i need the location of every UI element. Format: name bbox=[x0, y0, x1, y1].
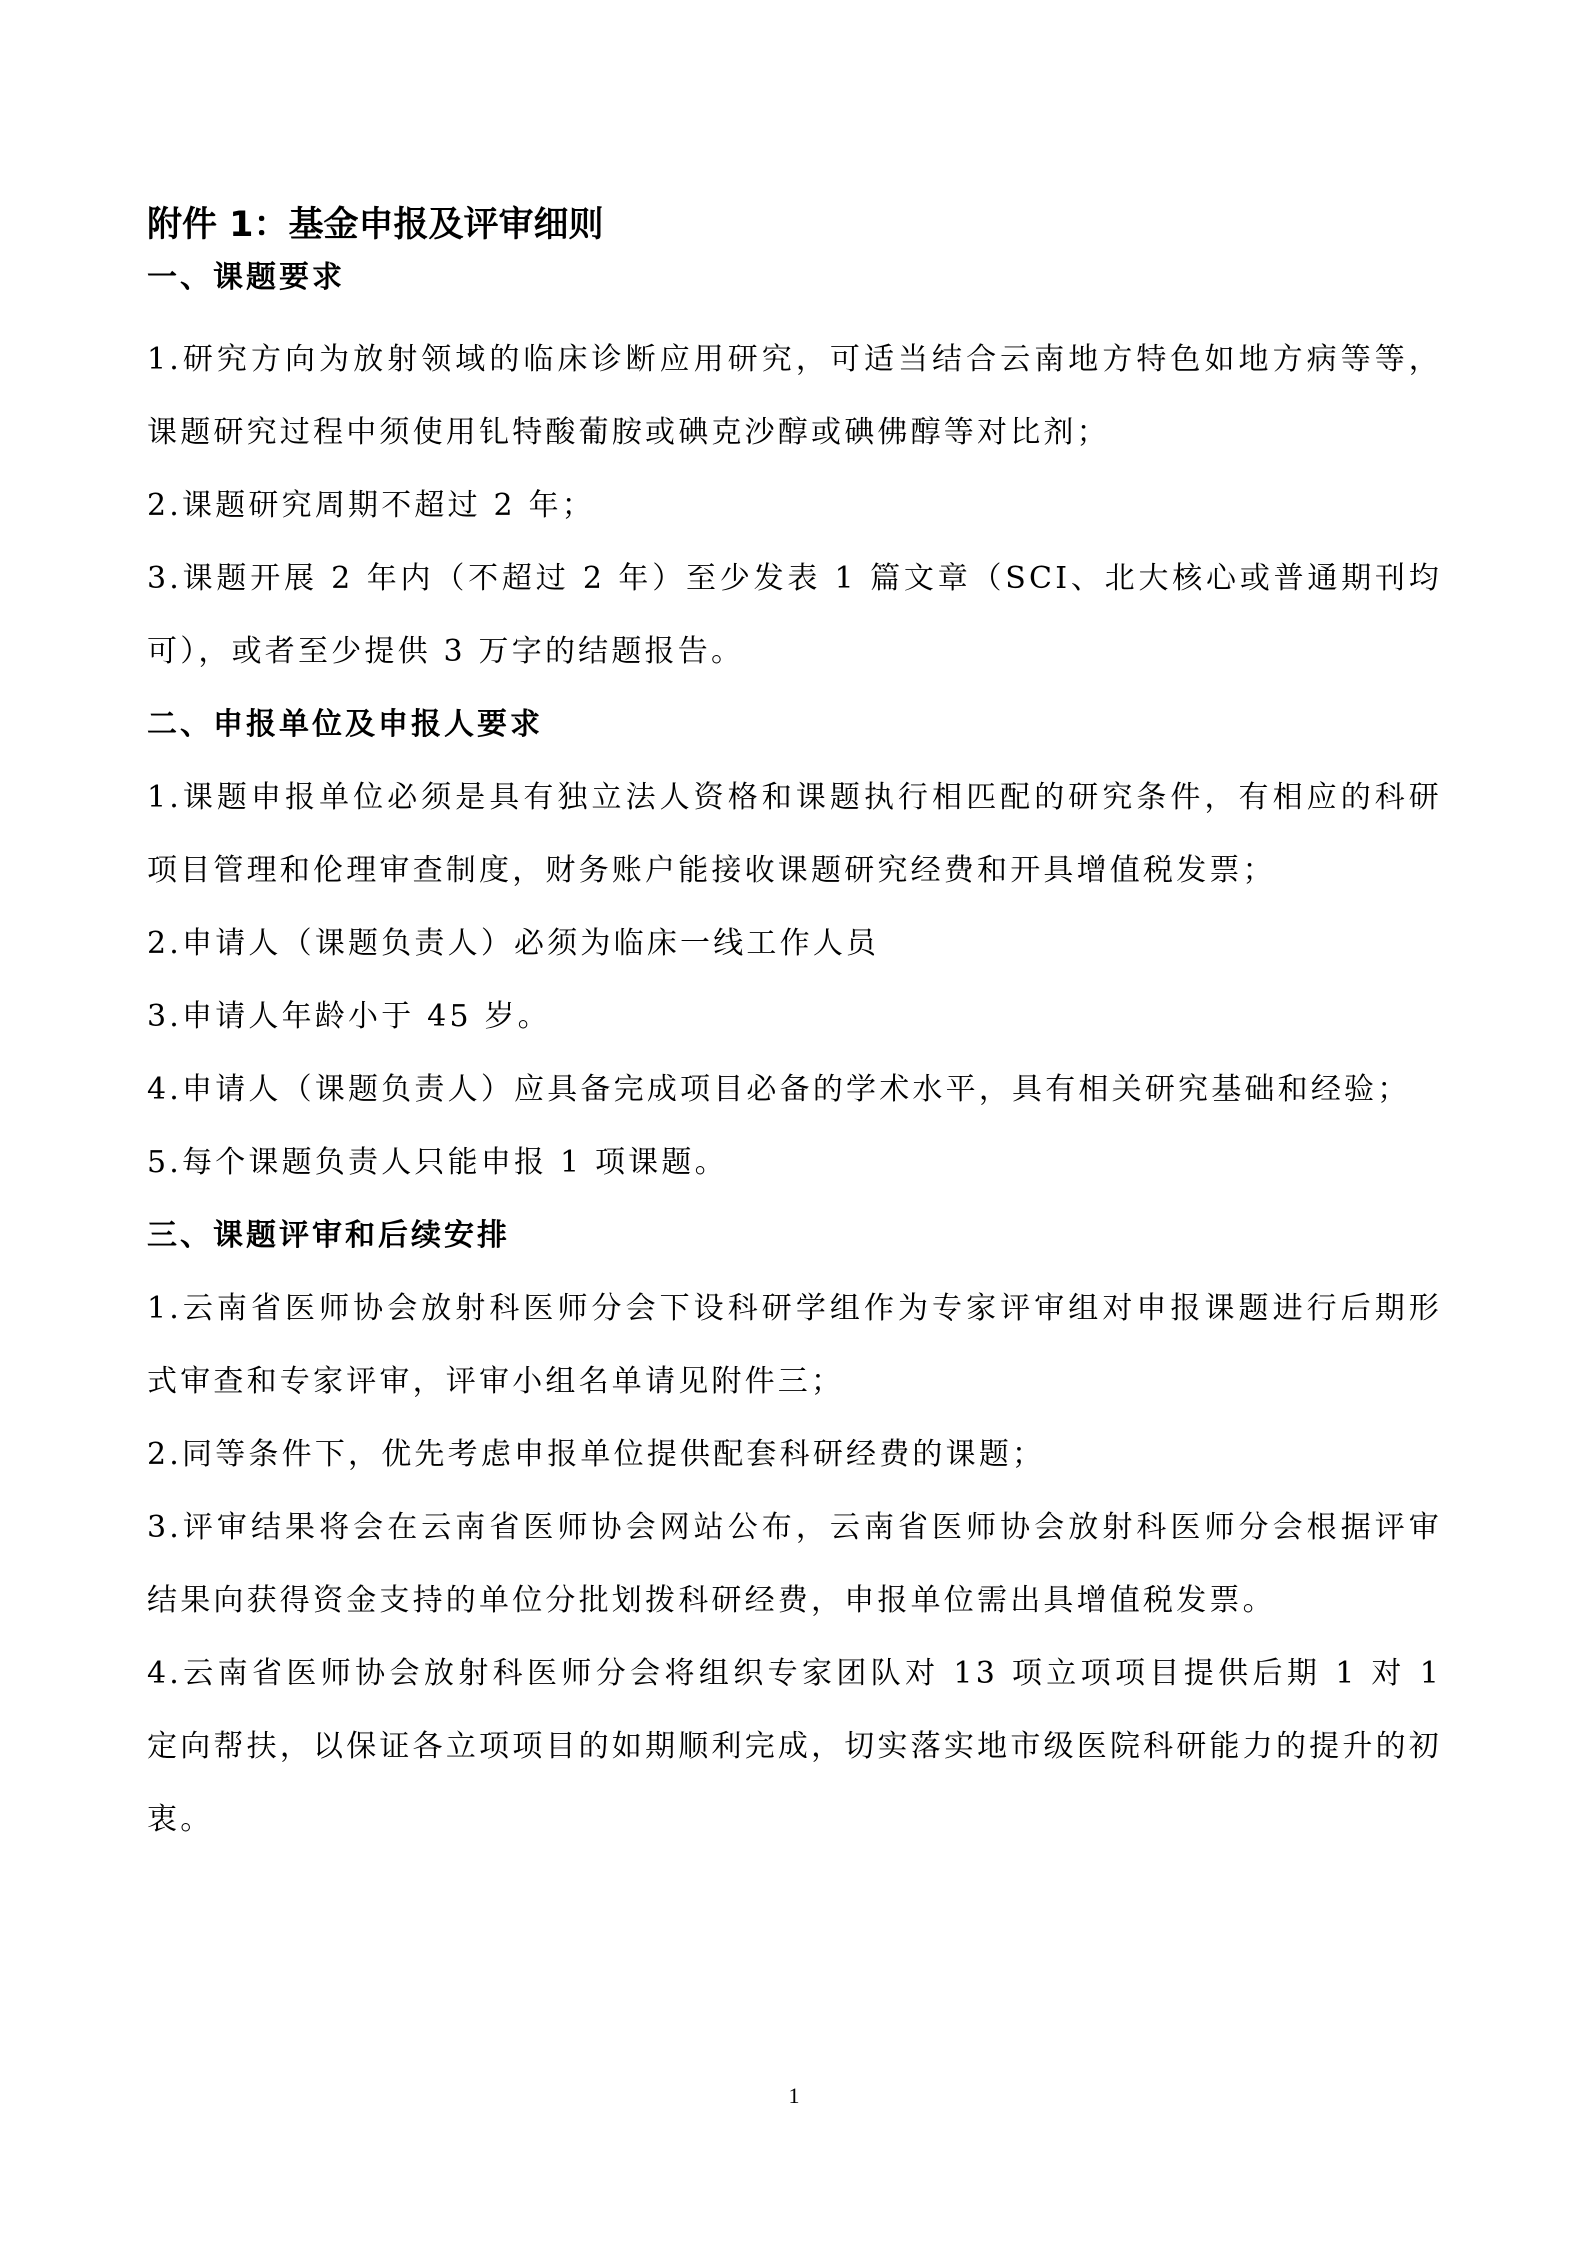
requirement-item: 4.云南省医师协会放射科医师分会将组织专家团队对 13 项立项项目提供后期 1 对 1 定向帮扶，以保证各立项项目的如期顺利完成，切实落实地市级医院科研能力的提升的初衷。 bbox=[147, 1656, 1442, 1837]
requirement-item: 1.课题申报单位必须是具有独立法人资格和课题执行相匹配的研究条件，有相应的科研项目管理和伦理审查制度，财务账户能接收课题研究经费和开具增值税发票； bbox=[147, 780, 1442, 888]
section-heading: 三、课题评审和后续安排 bbox=[147, 1218, 510, 1253]
document-title: 附件 1：基金申报及评审细则 bbox=[147, 205, 604, 245]
section-review-arrangements bbox=[147, 1199, 1442, 1856]
requirement-item: 2.同等条件下，优先考虑申报单位提供配套科研经费的课题； bbox=[147, 1437, 1046, 1472]
section-heading: 二、申报单位及申报人要求 bbox=[147, 707, 543, 742]
requirement-item: 3.申请人年龄小于 45 岁。 bbox=[147, 999, 551, 1034]
requirement-item: 2.申请人（课题负责人）必须为临床一线工作人员 bbox=[147, 926, 880, 961]
requirement-item: 3.评审结果将会在云南省医师协会网站公布，云南省医师协会放射科医师分会根据评审结果向获得资金支持的单位分批划拨科研经费，申报单位需出具增值税发票。 bbox=[147, 1510, 1442, 1618]
section-topic-requirements bbox=[147, 250, 1442, 688]
requirement-item: 2.课题研究周期不超过 2 年； bbox=[147, 488, 595, 523]
requirement-item: 3.课题开展 2 年内（不超过 2 年）至少发表 1 篇文章（SCI、北大核心或普通期刊均可），或者至少提供 3 万字的结题报告。 bbox=[147, 561, 1442, 669]
document-body bbox=[147, 200, 1442, 1856]
page-number: 1 bbox=[788, 2083, 800, 2108]
requirement-item: 4.申请人（课题负责人）应具备完成项目必备的学术水平，具有相关研究基础和经验； bbox=[147, 1072, 1411, 1107]
section-heading: 一、课题要求 bbox=[147, 260, 345, 295]
requirement-item: 1.研究方向为放射领域的临床诊断应用研究，可适当结合云南地方特色如地方病等等，课题研究过程中须使用钆特酸葡胺或碘克沙醇或碘佛醇等对比剂； bbox=[147, 342, 1442, 450]
requirement-item: 1.云南省医师协会放射科医师分会下设科研学组作为专家评审组对申报课题进行后期形式审查和专家评审，评审小组名单请见附件三； bbox=[147, 1291, 1442, 1399]
section-applicant-requirements bbox=[147, 688, 1442, 1199]
requirement-item: 5.每个课题负责人只能申报 1 项课题。 bbox=[147, 1145, 728, 1180]
